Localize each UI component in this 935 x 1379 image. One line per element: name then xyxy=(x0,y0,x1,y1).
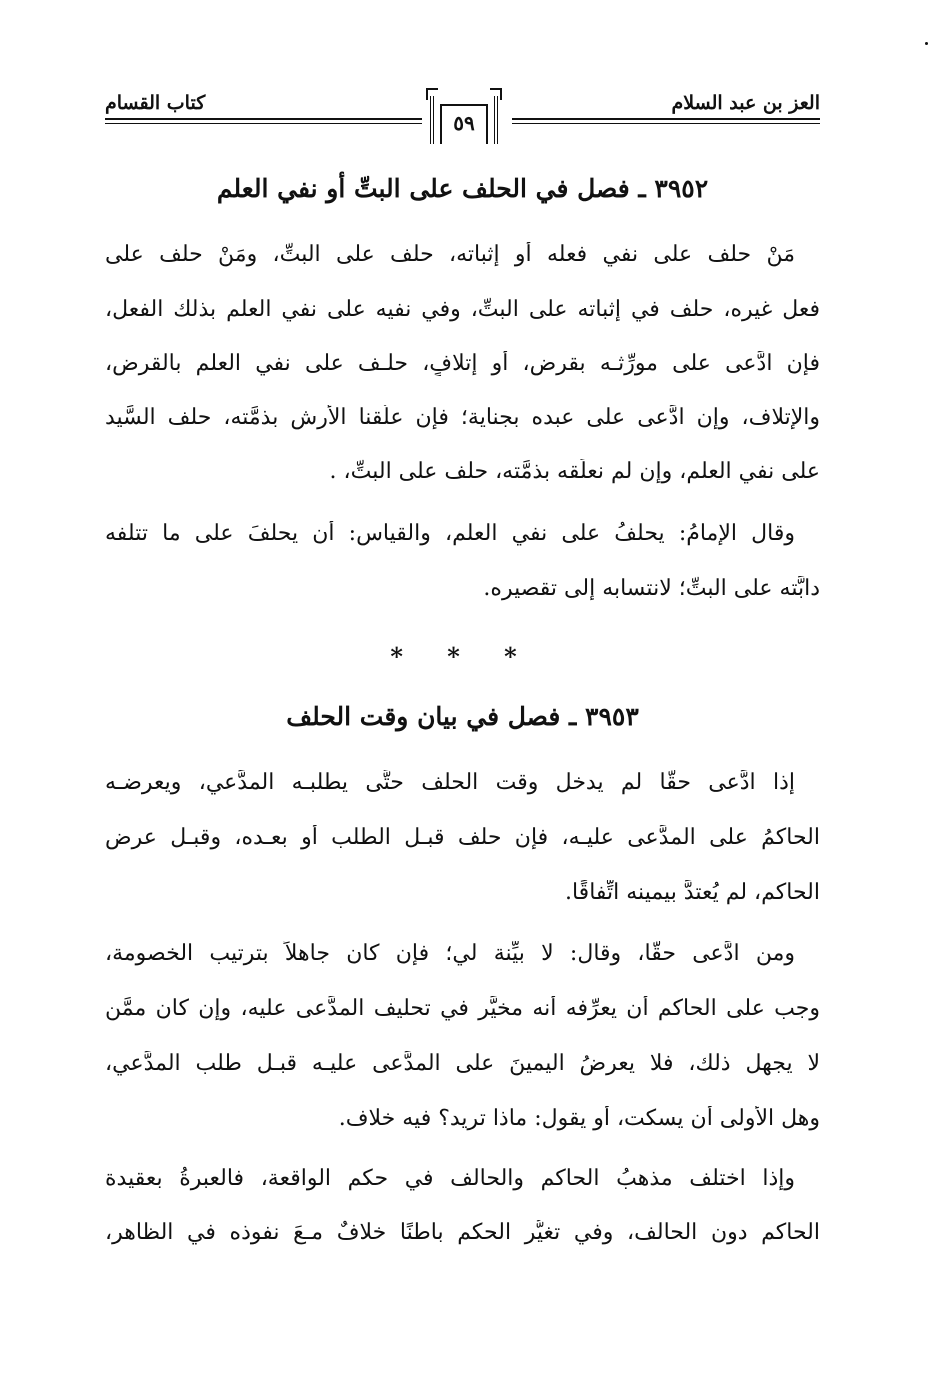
scan-dot xyxy=(925,42,928,45)
section-separator: * * * xyxy=(390,642,535,671)
text-line: على نفي العلم، وإن لم نعلِّقه بذمَّته، حلف على البتِّ، . xyxy=(329,459,820,484)
header-rule-right xyxy=(512,118,820,120)
text-line: دابَّته على البتِّ؛ لانتسابه إلى تقصيره. xyxy=(483,576,820,601)
text-line: لا يجهل ذلك، فلا يعرضُ اليمينَ على المدَّعى عليـه قبـل طلب المدَّعي، xyxy=(105,1051,820,1076)
section-title: ٣٩٥٢ ـ فصل في الحلف على البتِّ أو نفي العلم xyxy=(216,174,709,203)
text-line: الحاكم دون الحالف، وفي تغيُّر الحكم باطنًا خلافٌ مـعَ نفوذه في الظاهر، xyxy=(105,1220,820,1245)
header-book-title: كتاب القسام xyxy=(105,92,206,114)
text-line: فعل غيره، حلف في إثباته على البتِّ، وفي نفيه على نفي العلم بذلك الفعل، xyxy=(105,297,820,322)
text-line: وإذا اختلف مذهبُ الحاكم والحالف في حكم الواقعة، فالعبرةُ بعقيدة xyxy=(105,1166,795,1191)
text-line: فإن ادَّعى على مورِّثـه بقرض، أو إتلافٍ، حلـف على نفي العلم بالقرض، xyxy=(105,351,820,376)
text-line: والإتلاف، وإن ادَّعى على عبده بجناية؛ فإن علَّقنا الأرش بذمَّته، حلف السَّيد xyxy=(105,405,820,430)
text-line: وجب على الحاكم أن يعرِّفه أنه مخيَّر في تحليف المدَّعى عليه، وإن كان ممَّن xyxy=(105,996,820,1021)
text-line: وقال الإمامُ: يحلفُ على نفي العلم، والقياس: أن يحلفَ على ما تتلفه xyxy=(105,521,795,546)
text-line: مَنْ حلف على نفي فعله أو إثباته، حلف على البتِّ، ومَنْ حلف على xyxy=(105,242,795,267)
header-rule-left xyxy=(105,118,422,120)
header-rule-right-thin xyxy=(512,123,820,124)
running-header xyxy=(105,88,820,148)
header-author: العز بن عبد السلام xyxy=(671,92,820,114)
page-number: ٥٩ xyxy=(440,104,488,144)
text-line: ومن ادَّعى حقًّا، وقال: لا بيِّنة لي؛ فإن كان جاهلاً بترتيب الخصومة، xyxy=(105,941,795,966)
page-number-frame xyxy=(430,96,498,144)
text-line: الحاكمُ على المدَّعى عليـه، فإن حلف قبـل الطلب أو بعـده، وقبـل عرض xyxy=(105,825,820,850)
header-rule-left-thin xyxy=(105,123,422,124)
section-title: ٣٩٥٣ ـ فصل في بيان وقت الحلف xyxy=(286,702,639,731)
text-line: وهل الأولى أن يسكت، أو يقول: ماذا تريد؟ فيه خلاف. xyxy=(338,1106,820,1131)
text-line: إذا ادَّعى حقًّا لم يدخل وقت الحلف حتَّى يطلبـه المدَّعي، ويعرضـه xyxy=(105,770,795,795)
text-line: الحاكم، لم يُعتدَّ بيمينه اتِّفاقًا. xyxy=(564,880,820,905)
